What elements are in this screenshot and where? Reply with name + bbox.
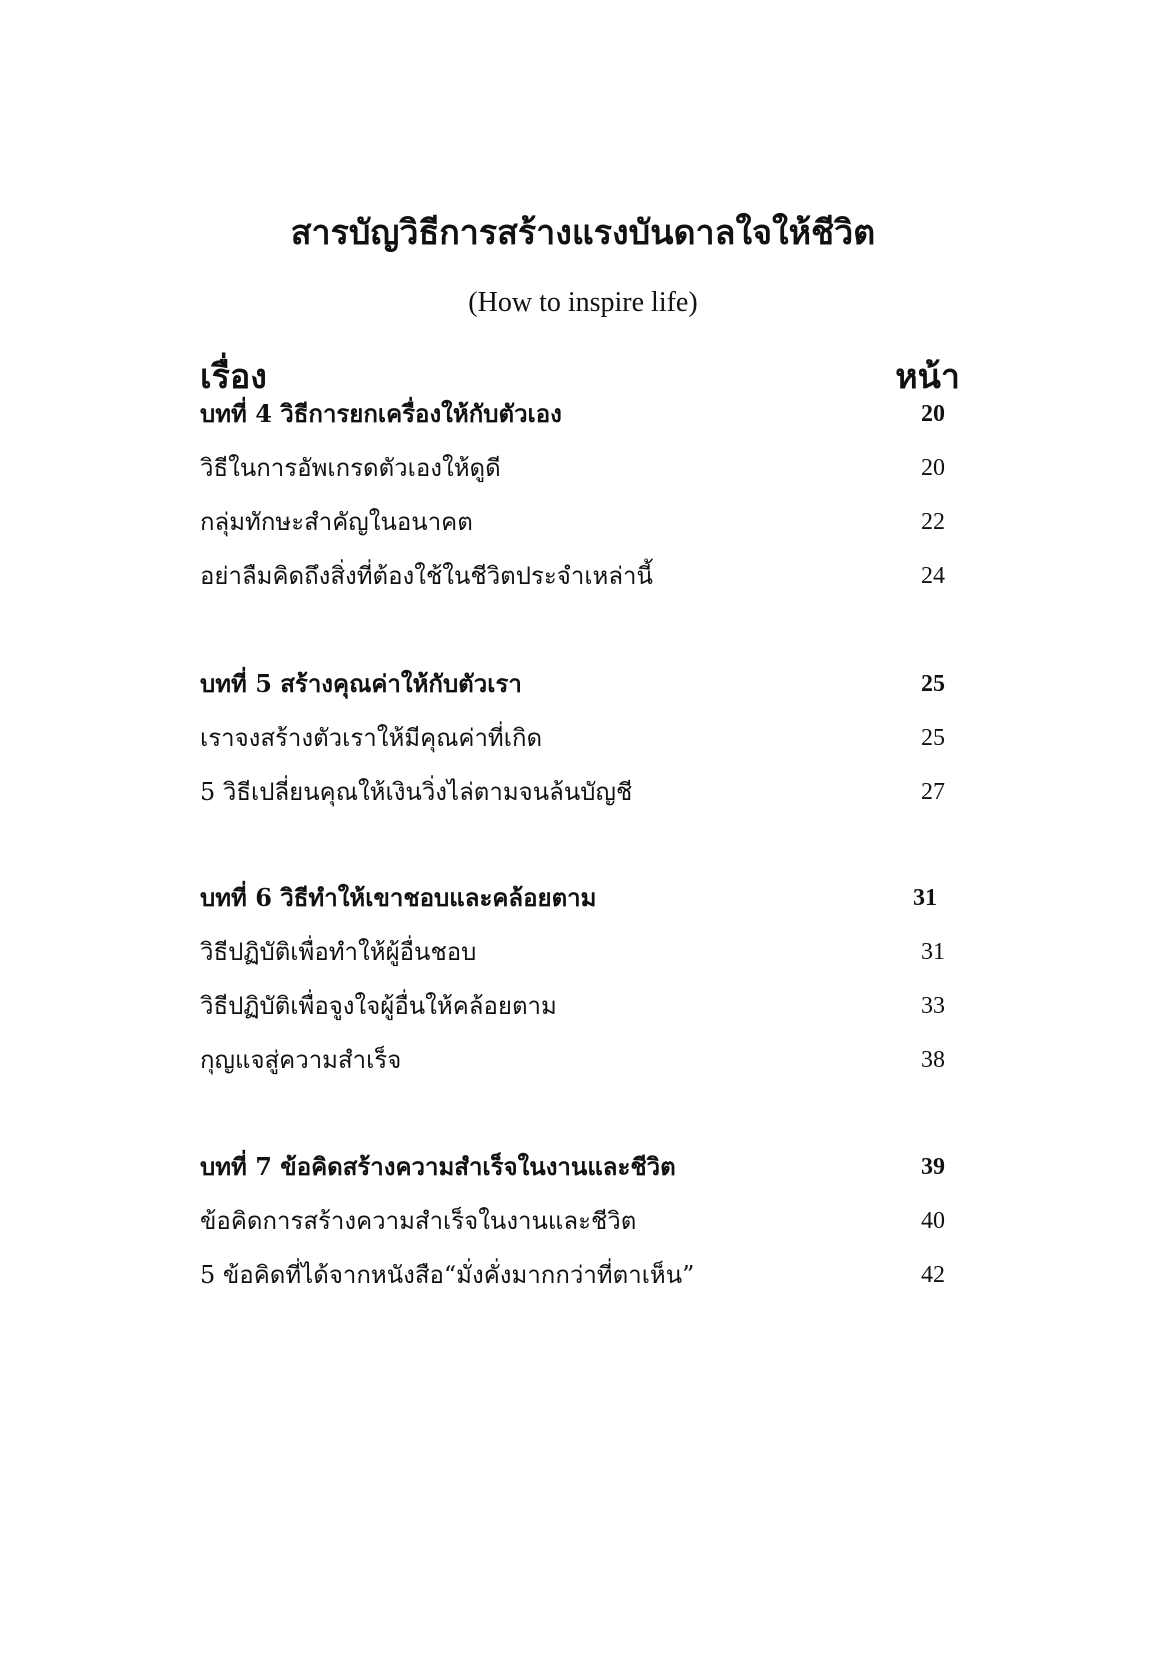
toc-page-number: 39 [921,1154,945,1180]
toc-entry [200,502,960,542]
toc-page-number: 24 [921,563,945,589]
toc-label: บทที่ 4 วิธีการยกเครื่องให้กับตัวเอง [200,399,562,428]
toc-page-number: 25 [921,671,945,697]
toc-entry [200,718,960,758]
toc-entry [200,932,960,972]
toc-label: วิธีปฏิบัติเพื่อจูงใจผู้อื่นให้คล้อยตาม [200,992,557,1020]
toc-chapter-6 [200,878,960,918]
toc-entry [200,556,960,596]
toc-page-number: 40 [921,1208,945,1234]
page-title: สารบัญวิธีการสร้างแรงบันดาลใจให้ชีวิต [290,213,876,253]
toc-page-number: 20 [921,401,945,427]
toc-page-number: 31 [913,885,937,911]
toc-label: ข้อคิดการสร้างความสำเร็จในงานและชีวิต [200,1207,637,1235]
toc-header-page: หน้า [895,357,960,397]
page-subtitle: (How to inspire life) [468,287,698,318]
toc-page-number: 22 [921,509,945,535]
toc-entry [200,1040,960,1080]
toc-label: วิธีในการอัพเกรดตัวเองให้ดูดี [200,454,501,482]
toc-label: เราจงสร้างตัวเราให้มีคุณค่าที่เกิด [200,724,543,752]
toc-label: กุญแจสู่ความสำเร็จ [200,1046,402,1074]
toc-page-number: 33 [921,993,945,1019]
toc-label: บทที่ 5 สร้างคุณค่าให้กับตัวเรา [200,669,522,698]
toc-label: บทที่ 6 วิธีทำให้เขาชอบและคล้อยตาม [200,883,597,912]
toc-entry [200,1201,960,1241]
toc-page-number: 27 [921,779,945,805]
toc-label: วิธีปฏิบัติเพื่อทำให้ผู้อื่นชอบ [200,938,477,966]
toc-page-number: 20 [921,455,945,481]
toc-page-number: 38 [921,1047,945,1073]
toc-chapter-5 [200,664,960,704]
toc-page-number: 31 [921,939,945,965]
toc-page-number: 25 [921,725,945,751]
toc-chapter-7 [200,1147,960,1187]
toc-label: 5 ข้อคิดที่ได้จากหนังสือ“มั่งคั่งมากกว่าที่ตาเห็น” [200,1261,695,1289]
toc-entry [200,772,960,812]
toc-entry [200,1255,960,1295]
toc-label: กลุ่มทักษะสำคัญในอนาคต [200,508,473,536]
toc-page-number: 42 [921,1262,945,1288]
toc-header-subject: เรื่อง [200,357,267,397]
toc-entry [200,448,960,488]
toc-label: อย่าลืมคิดถึงสิ่งที่ต้องใช้ในชีวิตประจำเหล่านี้ [200,562,653,590]
toc-chapter-4 [200,394,960,434]
toc-label: 5 วิธีเปลี่ยนคุณให้เงินวิ่งไล่ตามจนล้นบัญชี [200,778,633,806]
toc-label: บทที่ 7 ข้อคิดสร้างความสำเร็จในงานและชีวิต [200,1152,676,1181]
toc-entry [200,986,960,1026]
